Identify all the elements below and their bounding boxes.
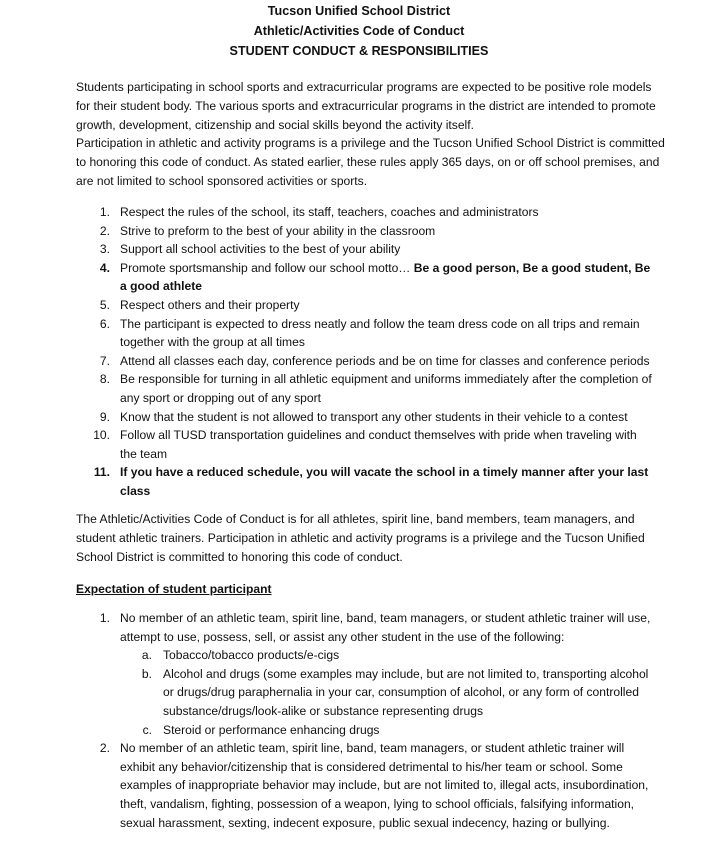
item-number: 6. bbox=[99, 316, 110, 331]
item-text: Respect others and their property bbox=[120, 297, 300, 312]
item-text: Support all school activities to the best of your ability bbox=[120, 242, 401, 257]
rules-list bbox=[0, 203, 718, 501]
item-number: 2. bbox=[99, 223, 110, 238]
item-number: 3. bbox=[99, 242, 110, 257]
item-letter: b. bbox=[141, 666, 152, 681]
intro-paragraph-1: Students participating in school sports and extracurricular programs are expected to be positive role models for their student body. The various sports and extracurricular programs in the district are intended to promote growth, development, citizenship and social skills beyond the activity itself. bbox=[76, 80, 656, 132]
item-text: If you have a reduced schedule, you will vacate the school in a timely manner after your last class bbox=[120, 465, 649, 498]
list-item bbox=[0, 259, 655, 296]
item-text: The participant is expected to dress neatly and follow the team dress code on all trips and remain together with the group at all times bbox=[120, 316, 640, 350]
item-text: Attend all classes each day, conference periods and be on time for classes and conference periods bbox=[120, 353, 650, 368]
item-text: No member of an athletic team, spirit line, band, team managers, or student athletic trainer will use, attempt to use, possess, sell, or assist any other student in the use of the following: bbox=[120, 611, 651, 644]
section-heading: STUDENT CONDUCT & RESPONSIBILITIES bbox=[229, 44, 489, 58]
item-number: 11. bbox=[93, 465, 110, 480]
item-number: 1. bbox=[99, 205, 110, 219]
list-item bbox=[0, 203, 655, 222]
item-text: Steroid or performance enhancing drugs bbox=[163, 722, 380, 737]
list-item bbox=[0, 315, 655, 352]
list-item bbox=[0, 240, 655, 259]
list-item bbox=[0, 370, 655, 407]
item-text: Alcohol and drugs (some examples may include, but are not limited to, transporting alcohol or drugs/drug paraphernalia in your car, consumption of alcohol, or any form of controlled substance/drugs/look-alike or substance representing drugs bbox=[163, 666, 649, 718]
sub-list-item bbox=[0, 721, 653, 740]
item-text: No member of an athletic team, spirit line, band, team managers, or student athletic trainer will exhibit any behavior/citizenship that is considered detrimental to his/her team or school. Some examples of inappropriate behavior may include, but are not limited to, illegal acts, insubordination, theft, vandalism, fighting, possession of a weapon, lying to school officials, falsifying information, sexual harassment, sexting, indecent exposure, public sexual indecency, hazing or bullying. bbox=[120, 741, 649, 830]
item-letter: c. bbox=[142, 722, 152, 737]
item-number: 2. bbox=[99, 741, 110, 756]
list-item bbox=[0, 296, 655, 315]
item-text: Tobacco/tobacco products/e-cigs bbox=[163, 648, 340, 663]
item-text: Respect the rules of the school, its staff, teachers, coaches and administrators bbox=[120, 205, 539, 219]
intro-paragraph-2: Participation in athletic and activity programs is a privilege and the Tucson Unified School District is committed to honoring this code of conduct. As stated earlier, these rules apply 365 days, on or off school premises, and are not limited to school sponsored activities or sports. bbox=[76, 136, 665, 188]
item-number: 1. bbox=[99, 611, 110, 625]
item-number: 4. bbox=[99, 260, 110, 275]
item-letter: a. bbox=[141, 648, 152, 663]
item-text: Be responsible for turning in all athletic equipment and uniforms immediately after the completion of any sport or dropping out of any sport bbox=[120, 372, 652, 405]
item-text: Follow all TUSD transportation guidelines and conduct themselves with pride when traveling with the team bbox=[120, 428, 637, 461]
list-item bbox=[0, 609, 655, 646]
item-text: Know that the student is not allowed to transport any other students in their vehicle to a contest bbox=[120, 409, 628, 424]
item-number: 10. bbox=[93, 428, 110, 443]
list-item bbox=[0, 739, 655, 832]
list-item bbox=[0, 426, 655, 463]
expectations-title: Expectation of student participant bbox=[76, 582, 272, 596]
list-item bbox=[0, 222, 655, 241]
item-number: 5. bbox=[99, 297, 110, 312]
district-name: Tucson Unified School District bbox=[267, 4, 451, 18]
code-title: Athletic/Activities Code of Conduct bbox=[253, 24, 465, 38]
item-number: 8. bbox=[99, 372, 110, 387]
item-text: Strive to preform to the best of your ability in the classroom bbox=[120, 223, 436, 238]
sub-list-item bbox=[0, 665, 653, 721]
expectations-list bbox=[0, 609, 718, 832]
item-number: 9. bbox=[99, 409, 110, 424]
intro-section bbox=[76, 78, 666, 191]
list-item bbox=[0, 463, 655, 500]
scope-paragraph: The Athletic/Activities Code of Conduct is for all athletes, spirit line, band members, team managers, and student athletic trainers. Participation in athletic and activity programs is a privilege and the Tucson Unified School District is committed to honoring this code of conduct. bbox=[76, 512, 645, 564]
list-item bbox=[0, 352, 655, 371]
list-item bbox=[0, 408, 655, 427]
document-header bbox=[0, 0, 718, 61]
sub-list-item bbox=[0, 646, 653, 665]
item-text: Promote sportsmanship and follow our school motto… bbox=[120, 260, 414, 275]
item-number: 7. bbox=[99, 353, 110, 368]
school-motto: Be a good person, Be a good student, Be a good athlete bbox=[120, 260, 651, 294]
